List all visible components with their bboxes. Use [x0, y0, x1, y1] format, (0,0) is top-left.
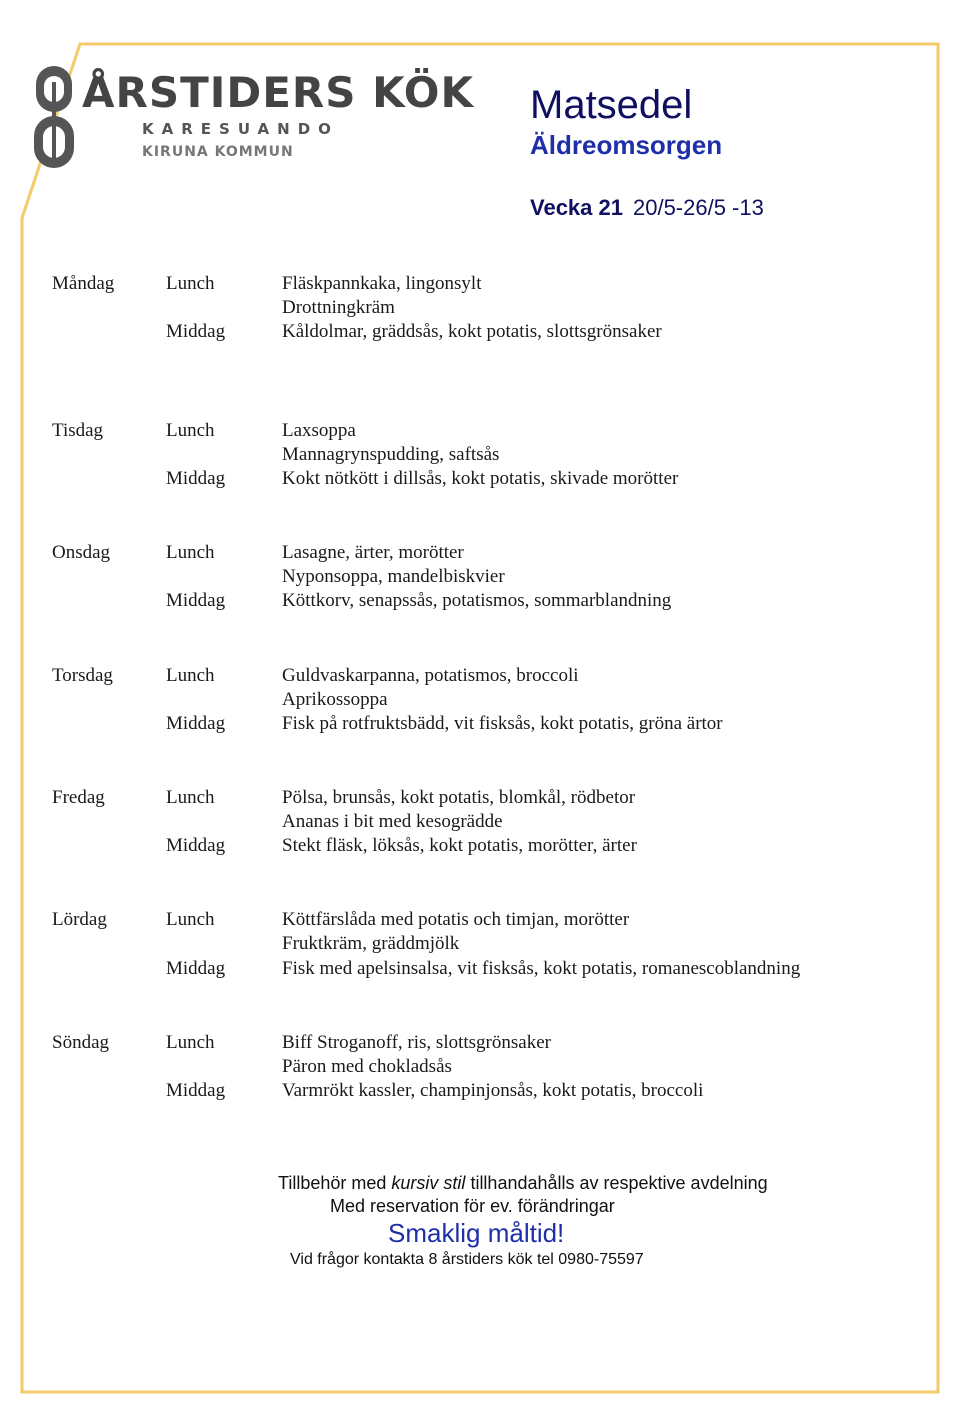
footer-note-suffix: tillhandahålls av respektive avdelning [470, 1173, 768, 1193]
page-subtitle: Äldreomsorgen [530, 130, 723, 160]
dinner-dish: Stekt fläsk, löksås, kokt potatis, morötter, ärter [282, 835, 637, 856]
logo-municipality: KIRUNA KOMMUN [142, 144, 294, 160]
dinner-dish: Köttkorv, senapssås, potatismos, sommarblandning [282, 590, 672, 611]
lunch-main: Pölsa, brunsås, kokt potatis, blomkål, rödbetor [282, 787, 636, 808]
dinner-dish: Kåldolmar, gräddsås, kokt potatis, slottsgrönsaker [282, 321, 662, 342]
smaklig-maltid: Smaklig måltid! [388, 1218, 565, 1248]
footer-contact: Vid frågor kontakta 8 årstiders kök tel 0980-75597 [290, 1251, 644, 1268]
day-name: Lördag [52, 909, 107, 930]
day-name: Onsdag [52, 542, 111, 563]
lunch-label: Lunch [166, 273, 215, 294]
dinner-label: Middag [166, 835, 226, 856]
week-dates: 20/5-26/5 -13 [632, 195, 764, 220]
page-title: Matsedel [530, 83, 693, 127]
lunch-label: Lunch [166, 542, 215, 563]
lunch-main: Biff Stroganoff, ris, slottsgrönsaker [282, 1032, 551, 1053]
lunch-label: Lunch [166, 665, 215, 686]
lunch-dessert: Aprikossoppa [282, 689, 388, 710]
lunch-label: Lunch [166, 420, 215, 441]
dinner-dish: Fisk med apelsinsalsa, vit fisksås, kokt potatis, romanescoblandning [282, 958, 801, 979]
lunch-dessert: Drottningkräm [282, 297, 395, 318]
lunch-dessert: Ananas i bit med kesogrädde [282, 811, 503, 832]
logo-name: ÅRSTIDERS KÖK [82, 68, 475, 117]
lunch-dessert: Mannagrynspudding, saftsås [282, 444, 500, 465]
footer-note-italic: kursiv stil [391, 1173, 466, 1193]
day-name: Söndag [52, 1032, 109, 1053]
lunch-label: Lunch [166, 909, 215, 930]
day-name: Fredag [52, 787, 105, 808]
lunch-main: Laxsoppa [282, 420, 356, 441]
lunch-label: Lunch [166, 787, 215, 808]
lunch-main: Lasagne, ärter, morötter [282, 542, 464, 563]
dinner-dish: Kokt nötkött i dillsås, kokt potatis, skivade morötter [282, 468, 679, 489]
footer-note-prefix: Tillbehör med [278, 1173, 387, 1193]
lunch-main: Köttfärslåda med potatis och timjan, morötter [282, 909, 630, 930]
day-name: Torsdag [52, 665, 113, 686]
lunch-main: Guldvaskarpanna, potatismos, broccoli [282, 665, 579, 686]
lunch-label: Lunch [166, 1032, 215, 1053]
lunch-main: Fläskpannkaka, lingonsylt [282, 273, 482, 294]
logo [30, 62, 475, 172]
footer-note [278, 1173, 768, 1194]
logo-location: KARESUANDO [142, 120, 339, 138]
dinner-label: Middag [166, 713, 226, 734]
dinner-label: Middag [166, 321, 226, 342]
lunch-dessert: Nyponsoppa, mandelbiskvier [282, 566, 505, 587]
dinner-label: Middag [166, 1080, 226, 1101]
day-name: Tisdag [52, 420, 104, 441]
week-label: Vecka 21 [530, 195, 623, 220]
logo-eight-icon [30, 62, 78, 172]
footer-reservation: Med reservation för ev. förändringar [330, 1196, 615, 1216]
dinner-dish: Varmrökt kassler, champinjonsås, kokt potatis, broccoli [282, 1080, 704, 1101]
dinner-label: Middag [166, 590, 226, 611]
dinner-label: Middag [166, 958, 226, 979]
lunch-dessert: Päron med chokladsås [282, 1056, 452, 1077]
dinner-label: Middag [166, 468, 226, 489]
day-name: Måndag [52, 273, 115, 294]
lunch-dessert: Fruktkräm, gräddmjölk [282, 933, 460, 954]
dinner-dish: Fisk på rotfruktsbädd, vit fisksås, kokt potatis, gröna ärtor [282, 713, 723, 734]
week-info [530, 195, 764, 221]
